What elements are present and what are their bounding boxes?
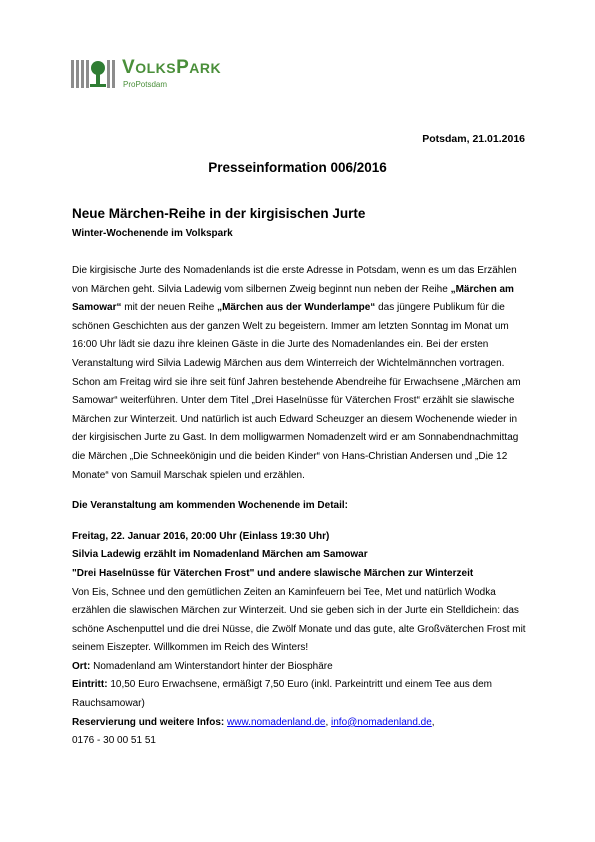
press-release-title: Presseinformation 006/2016 [208, 160, 387, 175]
email-link[interactable]: info@nomadenland.de [331, 716, 432, 728]
series-old-name: „Märchen am Samowar“ [72, 283, 514, 314]
press-date: Potsdam, 21.01.2016 [422, 133, 525, 145]
event-description: Von Eis, Schnee und den gemütlichen Zeiten an Kaminfeuern bei Tee, Met und natürlich Wodka erzählen die slawischen Märchen zur Winterzeit. Und sie geben sich in der Jurte ein Stelldichein: das schöne Aschenputtel und die drei Nüsse, die Zwölf Monate und das gute, alte Großväterchen Frost mit seinem Eiszepter. Willkommen im Reich des Winters! [72, 586, 526, 654]
volkspark-logo [70, 56, 260, 92]
reservation-label: Reservierung und weitere Infos: [72, 716, 225, 728]
admission-label: Eintritt: [72, 679, 108, 691]
details-heading: Die Veranstaltung am kommenden Wochenende im Detail: [72, 500, 348, 512]
series-new-name: „Märchen aus der Wunderlampe“ [217, 302, 376, 314]
event-title: Silvia Ladewig erzählt im Nomadenland Märchen am Samowar [72, 549, 368, 561]
event-place: Ort: Nomadenland am Winterstandort hinter der Biosphäre [72, 660, 333, 672]
article-headline: Neue Märchen-Reihe in der kirgisischen Jurte [72, 206, 366, 221]
article-body [72, 262, 527, 751]
place-label: Ort: [72, 660, 91, 672]
article-subheadline: Winter-Wochenende im Volkspark [72, 228, 233, 239]
event-phone: 0176 - 30 00 51 51 [72, 735, 156, 747]
event-reservation: Reservierung und weitere Infos: www.nomadenland.de, info@nomadenland.de, [72, 716, 435, 728]
logo-wordmark: VOLKSPARK [122, 57, 222, 78]
volkspark-emblem-icon [70, 56, 118, 90]
logo-subtitle: ProPotsdam [123, 80, 168, 89]
event-admission: Eintritt: 10,50 Euro Erwachsene, ermäßigt 7,50 Euro (inkl. Parkeintritt und einem Tee aus dem Rauchsamowar) [72, 679, 493, 710]
event-datetime: Freitag, 22. Januar 2016, 20:00 Uhr (Einlass 19:30 Uhr) [72, 530, 330, 542]
website-link[interactable]: www.nomadenland.de [227, 716, 326, 728]
event-subtitle: "Drei Haselnüsse für Väterchen Frost" und andere slawische Märchen zur Winterzeit [72, 567, 474, 579]
intro-paragraph: Die kirgisische Jurte des Nomadenlands ist die erste Adresse in Potsdam, wenn es um das Erzählen von Märchen geht. Silvia Ladewig vom silbernen Zweig beginnt nun neben der Reihe „Märchen am Samowar“ mit der neuen Reihe „Märchen aus der Wunderlampe“ das jüngere Publikum für die schönen Geschichten aus der ganzen Welt zu begeistern. Immer am letzten Sonntag im Monat um 16:00 Uhr lädt sie dazu ihre kleinen Gäste in die Jurte des Nomadenlandes ein. Bei der ersten Veranstaltung wird Silvia Ladewig Märchen aus dem Winterreich der Wichtelmännchen vortragen. Schon am Freitag wird sie ihre seit fünf Jahren bestehende Abendreihe für Erwachsene „Märchen am Samowar“ weiterführen. Unter dem Titel „Drei Haselnüsse für Väterchen Frost“ erzählt sie slawische Märchen zur Winterzeit. Und natürlich ist auch Edward Scheuzger an diesem Wochenende wieder in der kirgisischen Jurte zu Gast. In dem molligwarmen Nomadenzelt wird er am Sonnabendnachmittag die Märchen „Die Schneekönigin und die beiden Kinder“ von Hans-Christian Andersen und „Die 12 Monate“ von Samuil Marschak spielen und erzählen. [72, 265, 521, 481]
